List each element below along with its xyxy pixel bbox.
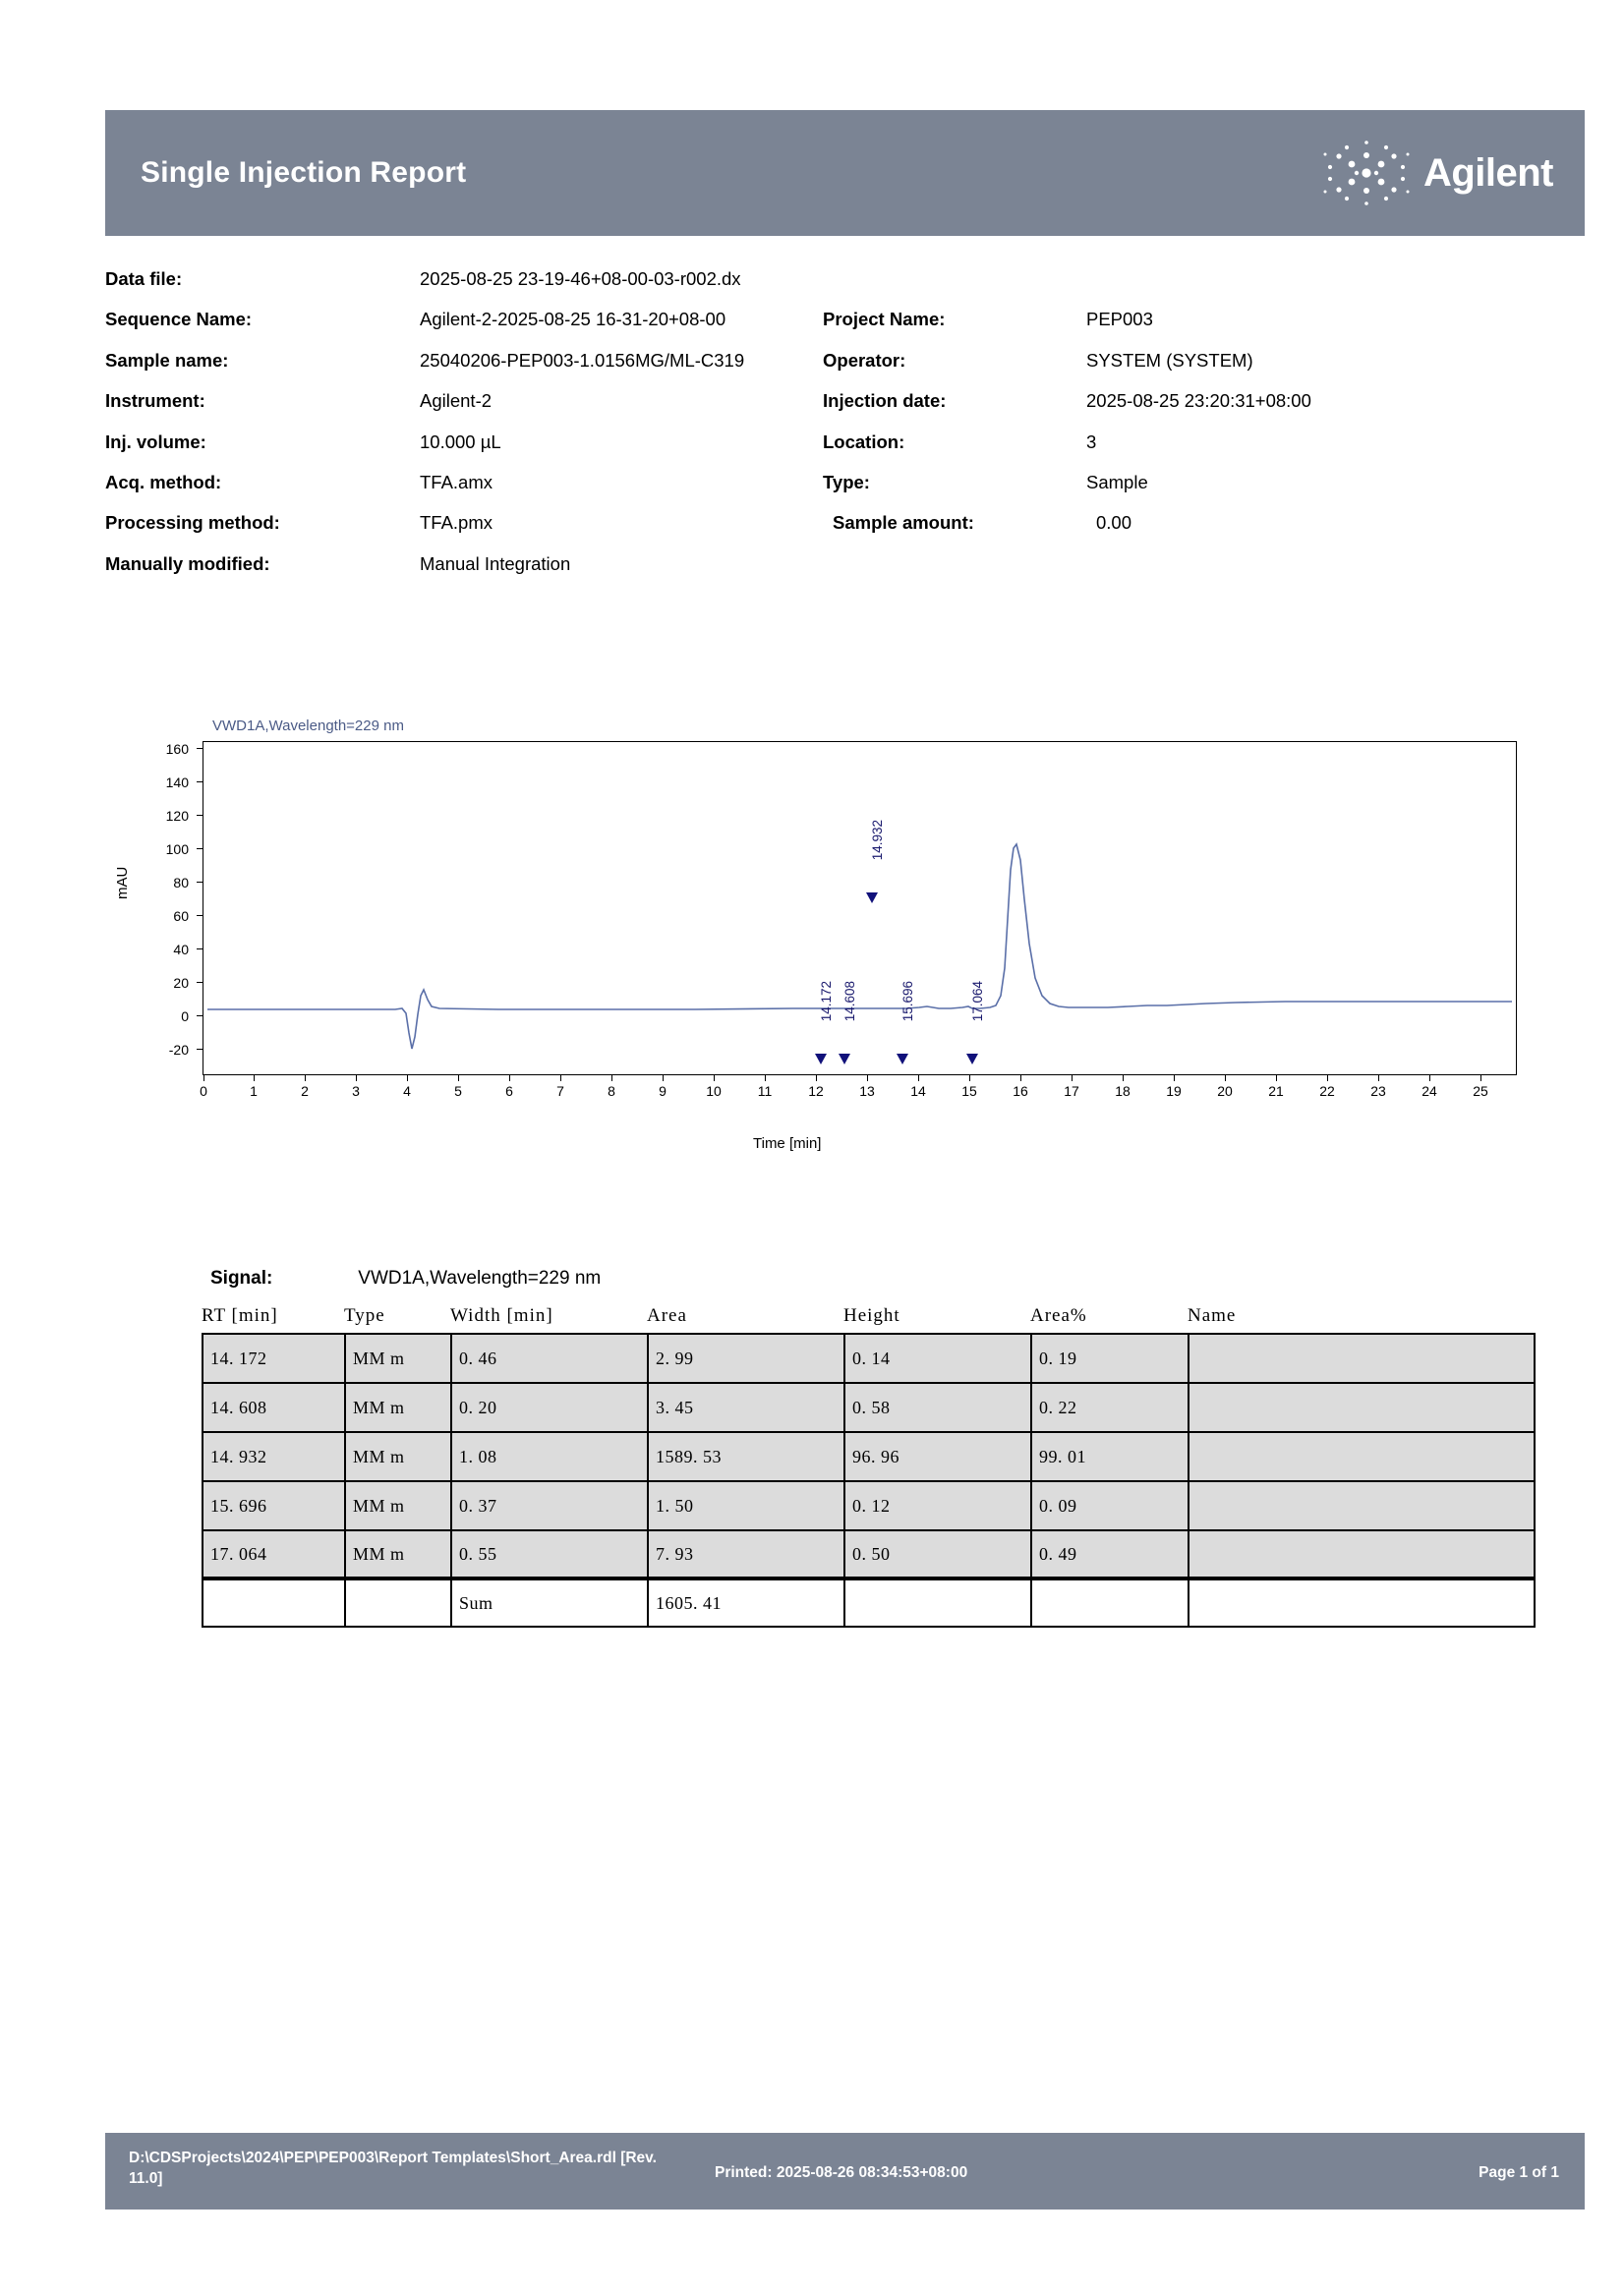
table-sum-row bbox=[202, 1578, 1536, 1628]
cell-rt: 14. 608 bbox=[203, 1384, 346, 1431]
injection-info bbox=[105, 267, 1585, 593]
cell-height: 0. 50 bbox=[845, 1531, 1032, 1577]
cell-height: 96. 96 bbox=[845, 1433, 1032, 1480]
info-label: Sequence Name: bbox=[105, 309, 253, 330]
info-label: Sample amount: bbox=[833, 512, 974, 534]
x-tick-label: 25 bbox=[1473, 1083, 1488, 1099]
cell-width: 0. 37 bbox=[452, 1482, 649, 1529]
x-tick-label: 8 bbox=[608, 1083, 615, 1099]
column-header-width: Width [min] bbox=[450, 1305, 553, 1326]
info-label: Project Name: bbox=[823, 309, 946, 330]
cell-name bbox=[1189, 1433, 1534, 1480]
table-row bbox=[202, 1431, 1536, 1480]
x-tick-label: 10 bbox=[706, 1083, 722, 1099]
footer-page-number: Page 1 of 1 bbox=[1479, 2164, 1559, 2181]
table-row bbox=[202, 1333, 1536, 1382]
x-tick-label: 23 bbox=[1370, 1083, 1386, 1099]
info-value: 25040206-PEP003-1.0156MG/ML-C319 bbox=[420, 349, 745, 371]
y-tick-label: 60 bbox=[173, 908, 189, 924]
cell-width: 1. 08 bbox=[452, 1433, 649, 1480]
signal-row bbox=[210, 1268, 601, 1290]
footer-template-path: D:\CDSProjects\2024\PEP\PEP003\Report Templates\Short_Area.rdl [Rev. 11.0] bbox=[129, 2150, 657, 2187]
peak-label: 15.696 bbox=[900, 981, 915, 1022]
cell-area: 2. 99 bbox=[649, 1335, 845, 1382]
agilent-sparkle-icon bbox=[1319, 135, 1414, 211]
x-tick-label: 14 bbox=[910, 1083, 926, 1099]
info-label: Sample name: bbox=[105, 349, 229, 371]
info-row bbox=[105, 308, 1585, 331]
cell-area-percent: 0. 19 bbox=[1032, 1335, 1189, 1382]
cell-name bbox=[1189, 1335, 1534, 1382]
info-value: PEP003 bbox=[1086, 309, 1153, 330]
x-tick-label: 15 bbox=[961, 1083, 977, 1099]
x-tick-label: 5 bbox=[454, 1083, 462, 1099]
cell-area: 1589. 53 bbox=[649, 1433, 845, 1480]
info-label: Injection date: bbox=[823, 390, 947, 412]
x-tick-label: 19 bbox=[1166, 1083, 1182, 1099]
column-header-area-percent: Area% bbox=[1030, 1305, 1087, 1326]
x-tick-label: 21 bbox=[1268, 1083, 1284, 1099]
peak-marker-icon bbox=[866, 892, 878, 903]
cell-width: 0. 55 bbox=[452, 1531, 649, 1577]
info-row bbox=[105, 267, 1585, 291]
x-tick-label: 24 bbox=[1421, 1083, 1437, 1099]
footer-printed: Printed: 2025-08-26 08:34:53+08:00 bbox=[715, 2164, 968, 2181]
cell-area-percent: 0. 49 bbox=[1032, 1531, 1189, 1577]
info-value: 0.00 bbox=[1096, 512, 1132, 534]
info-row bbox=[105, 511, 1585, 535]
cell-rt: 14. 932 bbox=[203, 1433, 346, 1480]
peak-label: 14.932 bbox=[870, 820, 885, 861]
info-row bbox=[105, 430, 1585, 454]
table-row bbox=[202, 1382, 1536, 1431]
cell-sum-area: 1605. 41 bbox=[649, 1580, 845, 1626]
agilent-logo bbox=[1319, 135, 1553, 211]
cell-sum-label: Sum bbox=[452, 1580, 649, 1626]
info-label: Operator: bbox=[823, 349, 906, 371]
chromatogram bbox=[114, 718, 1536, 1179]
cell-width: 0. 46 bbox=[452, 1335, 649, 1382]
chromatogram-signal-label: VWD1A,Wavelength=229 nm bbox=[212, 718, 404, 734]
column-header-area: Area bbox=[647, 1305, 687, 1326]
x-tick-label: 1 bbox=[250, 1083, 258, 1099]
info-value: 2025-08-25 23-19-46+08-00-03-r002.dx bbox=[420, 268, 741, 289]
cell-rt: 14. 172 bbox=[203, 1335, 346, 1382]
x-tick-label: 16 bbox=[1013, 1083, 1028, 1099]
y-tick-label: 20 bbox=[173, 975, 189, 991]
column-header-type: Type bbox=[344, 1305, 385, 1326]
report-footer bbox=[105, 2133, 1585, 2210]
cell-area-percent bbox=[1032, 1580, 1189, 1626]
cell-type: MM m bbox=[346, 1433, 452, 1480]
column-header-height: Height bbox=[843, 1305, 900, 1326]
info-row bbox=[105, 389, 1585, 413]
table-header-row bbox=[202, 1305, 1536, 1333]
x-tick-label: 0 bbox=[200, 1083, 207, 1099]
y-tick-label: 80 bbox=[173, 875, 189, 890]
peak-marker-icon bbox=[839, 1054, 850, 1064]
x-tick-label: 7 bbox=[556, 1083, 564, 1099]
cell-area-percent: 99. 01 bbox=[1032, 1433, 1189, 1480]
cell-height: 0. 58 bbox=[845, 1384, 1032, 1431]
info-label: Type: bbox=[823, 472, 870, 493]
brand-name: Agilent bbox=[1422, 150, 1553, 195]
cell-height: 0. 14 bbox=[845, 1335, 1032, 1382]
y-tick-label: 100 bbox=[165, 841, 189, 857]
peak-label: 17.064 bbox=[970, 981, 985, 1022]
cell-area: 7. 93 bbox=[649, 1531, 845, 1577]
peak-marker-icon bbox=[897, 1054, 908, 1064]
report-header bbox=[105, 110, 1585, 236]
info-value: Manual Integration bbox=[420, 552, 571, 574]
peak-marker-icon bbox=[815, 1054, 827, 1064]
cell-name bbox=[1189, 1384, 1534, 1431]
x-tick-label: 20 bbox=[1217, 1083, 1233, 1099]
y-tick-label: -20 bbox=[168, 1042, 189, 1058]
y-tick-label: 40 bbox=[173, 942, 189, 957]
x-axis-title: Time [min] bbox=[753, 1135, 822, 1152]
x-tick-label: 17 bbox=[1064, 1083, 1079, 1099]
cell-rt: 15. 696 bbox=[203, 1482, 346, 1529]
x-tick-label: 4 bbox=[403, 1083, 411, 1099]
y-axis-title: mAU bbox=[114, 866, 131, 899]
cell-area-percent: 0. 09 bbox=[1032, 1482, 1189, 1529]
info-value: TFA.amx bbox=[420, 472, 493, 493]
x-tick-label: 18 bbox=[1115, 1083, 1131, 1099]
column-header-name: Name bbox=[1188, 1305, 1237, 1326]
x-tick-label: 6 bbox=[505, 1083, 513, 1099]
info-value: 10.000 µL bbox=[420, 430, 501, 452]
table-row bbox=[202, 1529, 1536, 1578]
signal-value: VWD1A,Wavelength=229 nm bbox=[358, 1268, 602, 1289]
x-tick-label: 3 bbox=[352, 1083, 360, 1099]
cell-height bbox=[845, 1580, 1032, 1626]
results-table bbox=[202, 1305, 1536, 1628]
peak-marker-icon bbox=[966, 1054, 978, 1064]
info-label: Processing method: bbox=[105, 512, 280, 534]
info-row bbox=[105, 349, 1585, 373]
info-row bbox=[105, 552, 1585, 576]
table-row bbox=[202, 1480, 1536, 1529]
cell-type: MM m bbox=[346, 1335, 452, 1382]
cell-area: 1. 50 bbox=[649, 1482, 845, 1529]
y-tick-label: 120 bbox=[165, 808, 189, 824]
info-label: Instrument: bbox=[105, 390, 205, 412]
info-value: 2025-08-25 23:20:31+08:00 bbox=[1086, 390, 1311, 412]
cell-name bbox=[1189, 1580, 1534, 1626]
info-label: Inj. volume: bbox=[105, 430, 206, 452]
cell-name bbox=[1189, 1482, 1534, 1529]
cell-name bbox=[1189, 1531, 1534, 1577]
info-value: 3 bbox=[1086, 430, 1097, 452]
cell-width: 0. 20 bbox=[452, 1384, 649, 1431]
signal-label: Signal: bbox=[210, 1268, 273, 1289]
cell-area-percent: 0. 22 bbox=[1032, 1384, 1189, 1431]
info-value: Sample bbox=[1086, 472, 1148, 493]
y-tick-label: 0 bbox=[181, 1008, 189, 1024]
cell-height: 0. 12 bbox=[845, 1482, 1032, 1529]
plot-area bbox=[203, 741, 1517, 1075]
cell-type: MM m bbox=[346, 1384, 452, 1431]
y-tick-label: 160 bbox=[165, 741, 189, 757]
y-tick-label: 140 bbox=[165, 775, 189, 790]
info-label: Manually modified: bbox=[105, 552, 270, 574]
info-value: SYSTEM (SYSTEM) bbox=[1086, 349, 1253, 371]
info-value: Agilent-2-2025-08-25 16-31-20+08-00 bbox=[420, 309, 726, 330]
cell-type: MM m bbox=[346, 1482, 452, 1529]
cell-type bbox=[346, 1580, 452, 1626]
info-value: TFA.pmx bbox=[420, 512, 493, 534]
x-tick-label: 2 bbox=[301, 1083, 309, 1099]
peak-label: 14.608 bbox=[842, 981, 857, 1022]
cell-area: 3. 45 bbox=[649, 1384, 845, 1431]
info-row bbox=[105, 471, 1585, 494]
info-label: Acq. method: bbox=[105, 472, 222, 493]
cell-rt: 17. 064 bbox=[203, 1531, 346, 1577]
x-tick-label: 12 bbox=[808, 1083, 824, 1099]
info-label: Data file: bbox=[105, 268, 183, 289]
x-tick-label: 22 bbox=[1319, 1083, 1335, 1099]
column-header-rt: RT [min] bbox=[202, 1305, 278, 1326]
x-tick-label: 11 bbox=[757, 1083, 773, 1099]
cell-type: MM m bbox=[346, 1531, 452, 1577]
page-title: Single Injection Report bbox=[141, 156, 467, 189]
cell-rt bbox=[203, 1580, 346, 1626]
info-value: Agilent-2 bbox=[420, 390, 493, 412]
x-tick-label: 13 bbox=[859, 1083, 875, 1099]
x-tick-label: 9 bbox=[659, 1083, 667, 1099]
peak-label: 14.172 bbox=[819, 981, 834, 1022]
info-label: Location: bbox=[823, 430, 905, 452]
